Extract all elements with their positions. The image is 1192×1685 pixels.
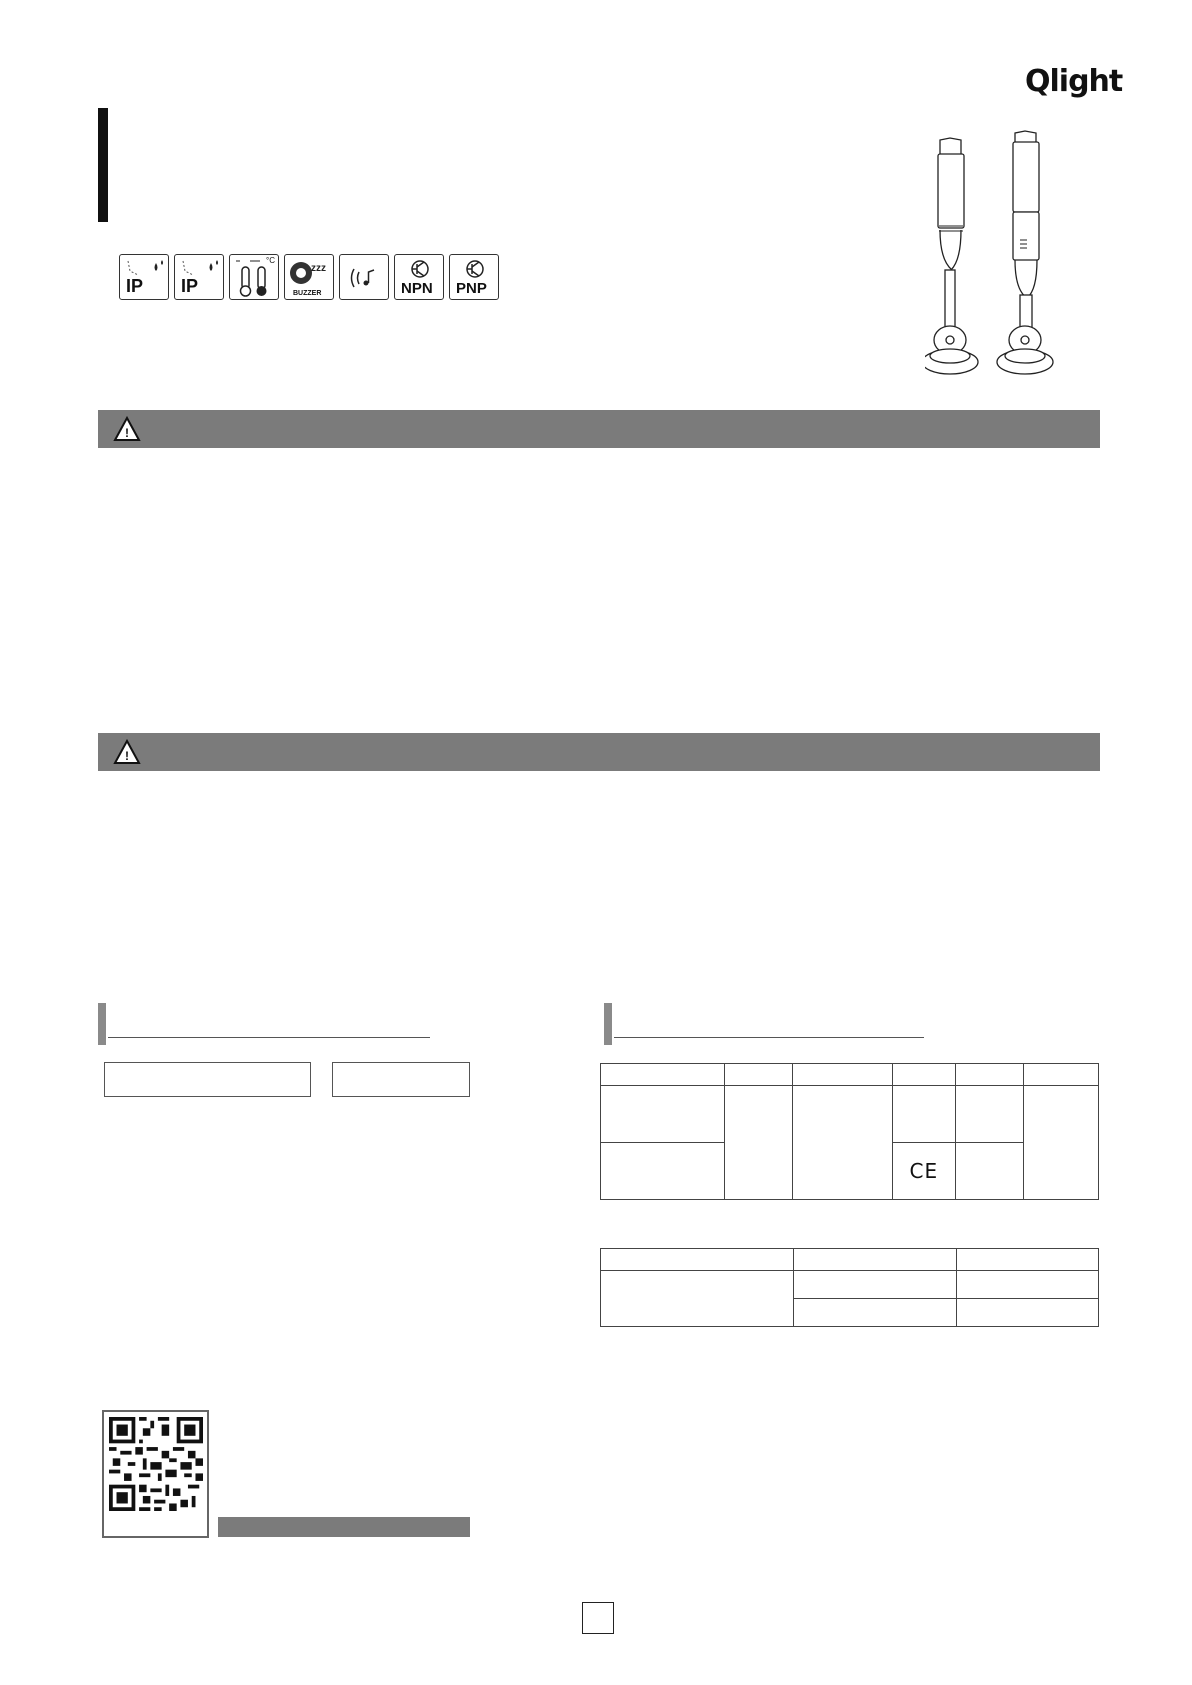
ip-label: IP	[126, 276, 144, 296]
spec-table-2	[600, 1248, 1099, 1327]
qr-caption-bar	[218, 1517, 470, 1537]
table-cell	[957, 1299, 1099, 1327]
model-box-1	[104, 1062, 311, 1097]
left-section-header	[98, 1003, 430, 1043]
table-cell	[957, 1249, 1099, 1271]
section-rule	[108, 1037, 430, 1038]
model-box-2	[332, 1062, 470, 1097]
npn-transistor-icon	[394, 254, 444, 300]
temperature-range-icon	[229, 254, 279, 300]
buzzer-icon	[284, 254, 334, 300]
ip-rating-icon-1	[119, 254, 169, 300]
table-cell	[601, 1064, 725, 1086]
buzzer-label: BUZZER	[293, 290, 322, 297]
table-cell	[793, 1064, 893, 1086]
celsius-label: °C	[266, 256, 275, 265]
qr-code-icon	[109, 1417, 203, 1511]
table-cell	[956, 1143, 1024, 1200]
ip-label: IP	[181, 276, 199, 296]
table-cell	[957, 1271, 1099, 1299]
section-accent	[604, 1003, 612, 1045]
spec-table	[600, 1063, 1099, 1200]
table-cell	[956, 1064, 1024, 1086]
table-cell	[794, 1299, 957, 1327]
table-cell	[892, 1086, 955, 1143]
table-cell	[956, 1086, 1024, 1143]
table-cell	[601, 1249, 794, 1271]
feature-icon-row	[119, 254, 499, 300]
table-cell	[1024, 1064, 1099, 1086]
warning-icon	[113, 739, 141, 765]
table-cell	[601, 1086, 725, 1143]
svg-text:zzz: zzz	[311, 263, 326, 274]
ip-rating-icon-2	[174, 254, 224, 300]
section-accent	[98, 1003, 106, 1045]
page-number-box	[582, 1602, 614, 1634]
qlight-logo: Qlight	[1025, 64, 1123, 99]
svg-text:!: !	[125, 749, 129, 763]
warning-icon	[113, 416, 141, 442]
pnp-transistor-icon	[449, 254, 499, 300]
table-cell	[793, 1086, 893, 1200]
svg-text:!: !	[125, 426, 129, 440]
section-rule	[614, 1037, 924, 1038]
product-illustration	[925, 130, 1105, 395]
table-cell	[725, 1064, 793, 1086]
right-section-header	[604, 1003, 924, 1043]
sound-icon	[339, 254, 389, 300]
table-cell	[892, 1064, 955, 1086]
qr-code-frame	[102, 1410, 209, 1538]
table-cell	[794, 1249, 957, 1271]
warning-bar-1	[98, 410, 1100, 448]
pnp-label: PNP	[456, 280, 487, 297]
title-accent-bar	[98, 108, 108, 222]
table-cell	[1024, 1086, 1099, 1200]
table-cell	[601, 1143, 725, 1200]
npn-label: NPN	[401, 280, 433, 297]
table-cell	[725, 1086, 793, 1200]
warning-bar-2	[98, 733, 1100, 771]
table-cell	[601, 1271, 794, 1327]
table-cell	[794, 1271, 957, 1299]
ce-mark: CE	[892, 1143, 955, 1200]
